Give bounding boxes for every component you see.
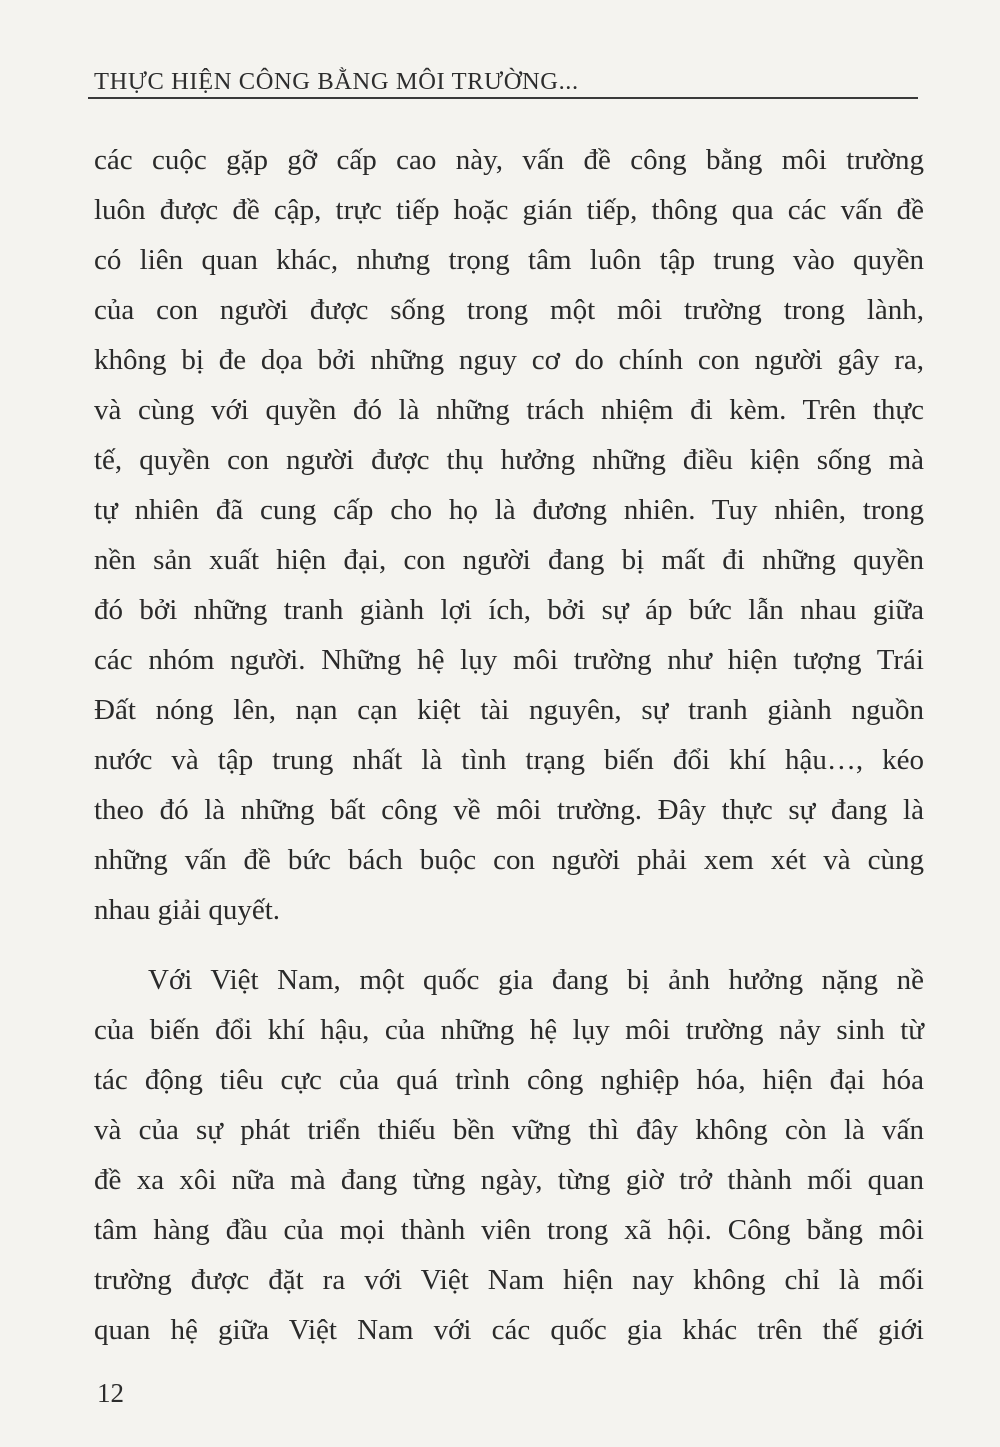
text-line: các cuộc gặp gỡ cấp cao này, vấn đề công bằng môi trường	[94, 144, 924, 176]
paragraph-2	[94, 955, 924, 1355]
text-line: và cùng với quyền đó là những trách nhiệm đi kèm. Trên thực	[94, 394, 924, 426]
text-line: luôn được đề cập, trực tiếp hoặc gián tiếp, thông qua các vấn đề	[94, 194, 924, 226]
running-header-title: THỰC HIỆN CÔNG BẰNG MÔI TRƯỜNG...	[94, 68, 579, 95]
text-line: tế, quyền con người được thụ hưởng những điều kiện sống mà	[94, 444, 924, 476]
text-line: đó bởi những tranh giành lợi ích, bởi sự áp bức lẫn nhau giữa	[94, 594, 924, 626]
text-line: Với Việt Nam, một quốc gia đang bị ảnh hưởng nặng nề	[148, 964, 924, 996]
text-line: những vấn đề bức bách buộc con người phải xem xét và cùng	[94, 844, 924, 876]
text-line: nền sản xuất hiện đại, con người đang bị mất đi những quyền	[94, 544, 924, 576]
text-line: các nhóm người. Những hệ lụy môi trường như hiện tượng Trái	[94, 644, 924, 676]
text-line: nhau giải quyết.	[94, 894, 281, 926]
paragraph-1	[94, 135, 924, 935]
text-line: trường được đặt ra với Việt Nam hiện nay không chỉ là mối	[94, 1264, 924, 1296]
text-line: tác động tiêu cực của quá trình công nghiệp hóa, hiện đại hóa	[94, 1064, 924, 1096]
text-line: đề xa xôi nữa mà đang từng ngày, từng giờ trở thành mối quan	[94, 1164, 924, 1196]
text-line: Đất nóng lên, nạn cạn kiệt tài nguyên, sự tranh giành nguồn	[94, 694, 924, 726]
text-line: của con người được sống trong một môi trường trong lành,	[94, 294, 924, 326]
text-line: theo đó là những bất công về môi trường. Đây thực sự đang là	[94, 794, 924, 826]
text-line: và của sự phát triển thiếu bền vững thì đây không còn là vấn	[94, 1114, 924, 1146]
text-line: của biến đổi khí hậu, của những hệ lụy môi trường nảy sinh từ	[94, 1014, 924, 1046]
paragraph-gap	[94, 935, 924, 955]
text-line: có liên quan khác, nhưng trọng tâm luôn tập trung vào quyền	[94, 244, 924, 276]
page-number: 12	[97, 1378, 124, 1408]
text-line: nước và tập trung nhất là tình trạng biến đổi khí hậu…, kéo	[94, 744, 924, 776]
text-line: không bị đe dọa bởi những nguy cơ do chính con người gây ra,	[94, 344, 924, 376]
text-line: quan hệ giữa Việt Nam với các quốc gia khác trên thế giới	[94, 1314, 924, 1346]
text-line: tự nhiên đã cung cấp cho họ là đương nhiên. Tuy nhiên, trong	[94, 494, 924, 526]
text-line: tâm hàng đầu của mọi thành viên trong xã hội. Công bằng môi	[94, 1214, 924, 1246]
header-rule	[88, 97, 918, 99]
body-text	[94, 135, 924, 1355]
